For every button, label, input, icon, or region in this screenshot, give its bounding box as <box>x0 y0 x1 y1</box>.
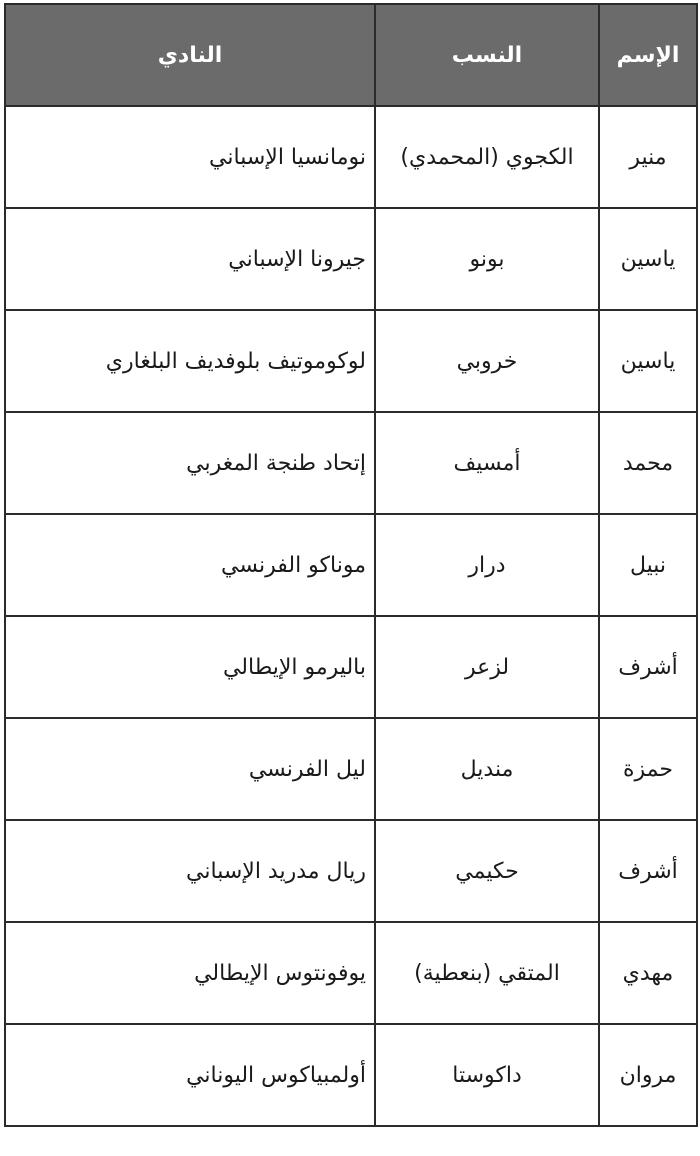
players-table-container <box>4 3 696 1153</box>
cell-name: حمزة <box>599 718 697 820</box>
cell-name: ياسين <box>599 208 697 310</box>
cell-club: أولمبياكوس اليوناني <box>5 1024 375 1126</box>
table-row <box>5 922 697 1024</box>
cell-club: لوكوموتيف بلوفديف البلغاري <box>5 310 375 412</box>
table-row <box>5 718 697 820</box>
cell-surname: لزعر <box>375 616 599 718</box>
table-row <box>5 208 697 310</box>
table-header-row <box>5 4 697 106</box>
cell-surname: بونو <box>375 208 599 310</box>
cell-name: مهدي <box>599 922 697 1024</box>
header-name: الإسم <box>599 4 697 106</box>
cell-name: منير <box>599 106 697 208</box>
cell-surname: المتقي (بنعطية) <box>375 922 599 1024</box>
table-row <box>5 616 697 718</box>
cell-club: جيرونا الإسباني <box>5 208 375 310</box>
cell-club: نومانسيا الإسباني <box>5 106 375 208</box>
header-surname: النسب <box>375 4 599 106</box>
cell-club: باليرمو الإيطالي <box>5 616 375 718</box>
cell-name: أشرف <box>599 820 697 922</box>
cell-surname: درار <box>375 514 599 616</box>
cell-club: ليل الفرنسي <box>5 718 375 820</box>
table-row <box>5 412 697 514</box>
cell-name: مروان <box>599 1024 697 1126</box>
cell-club: يوفونتوس الإيطالي <box>5 922 375 1024</box>
cell-surname: خروبي <box>375 310 599 412</box>
cell-surname: داكوستا <box>375 1024 599 1126</box>
cell-name: محمد <box>599 412 697 514</box>
cell-name: نبيل <box>599 514 697 616</box>
cell-name: ياسين <box>599 310 697 412</box>
cell-club: إتحاد طنجة المغربي <box>5 412 375 514</box>
cell-surname: منديل <box>375 718 599 820</box>
table-row <box>5 514 697 616</box>
table-row <box>5 310 697 412</box>
cell-name: أشرف <box>599 616 697 718</box>
players-table <box>4 3 698 1127</box>
cell-surname: الكجوي (المحمدي) <box>375 106 599 208</box>
cell-club: ريال مدريد الإسباني <box>5 820 375 922</box>
table-row <box>5 820 697 922</box>
cell-surname: أمسيف <box>375 412 599 514</box>
table-row <box>5 1024 697 1126</box>
table-row <box>5 106 697 208</box>
cell-surname: حكيمي <box>375 820 599 922</box>
header-club: النادي <box>5 4 375 106</box>
cell-club: موناكو الفرنسي <box>5 514 375 616</box>
